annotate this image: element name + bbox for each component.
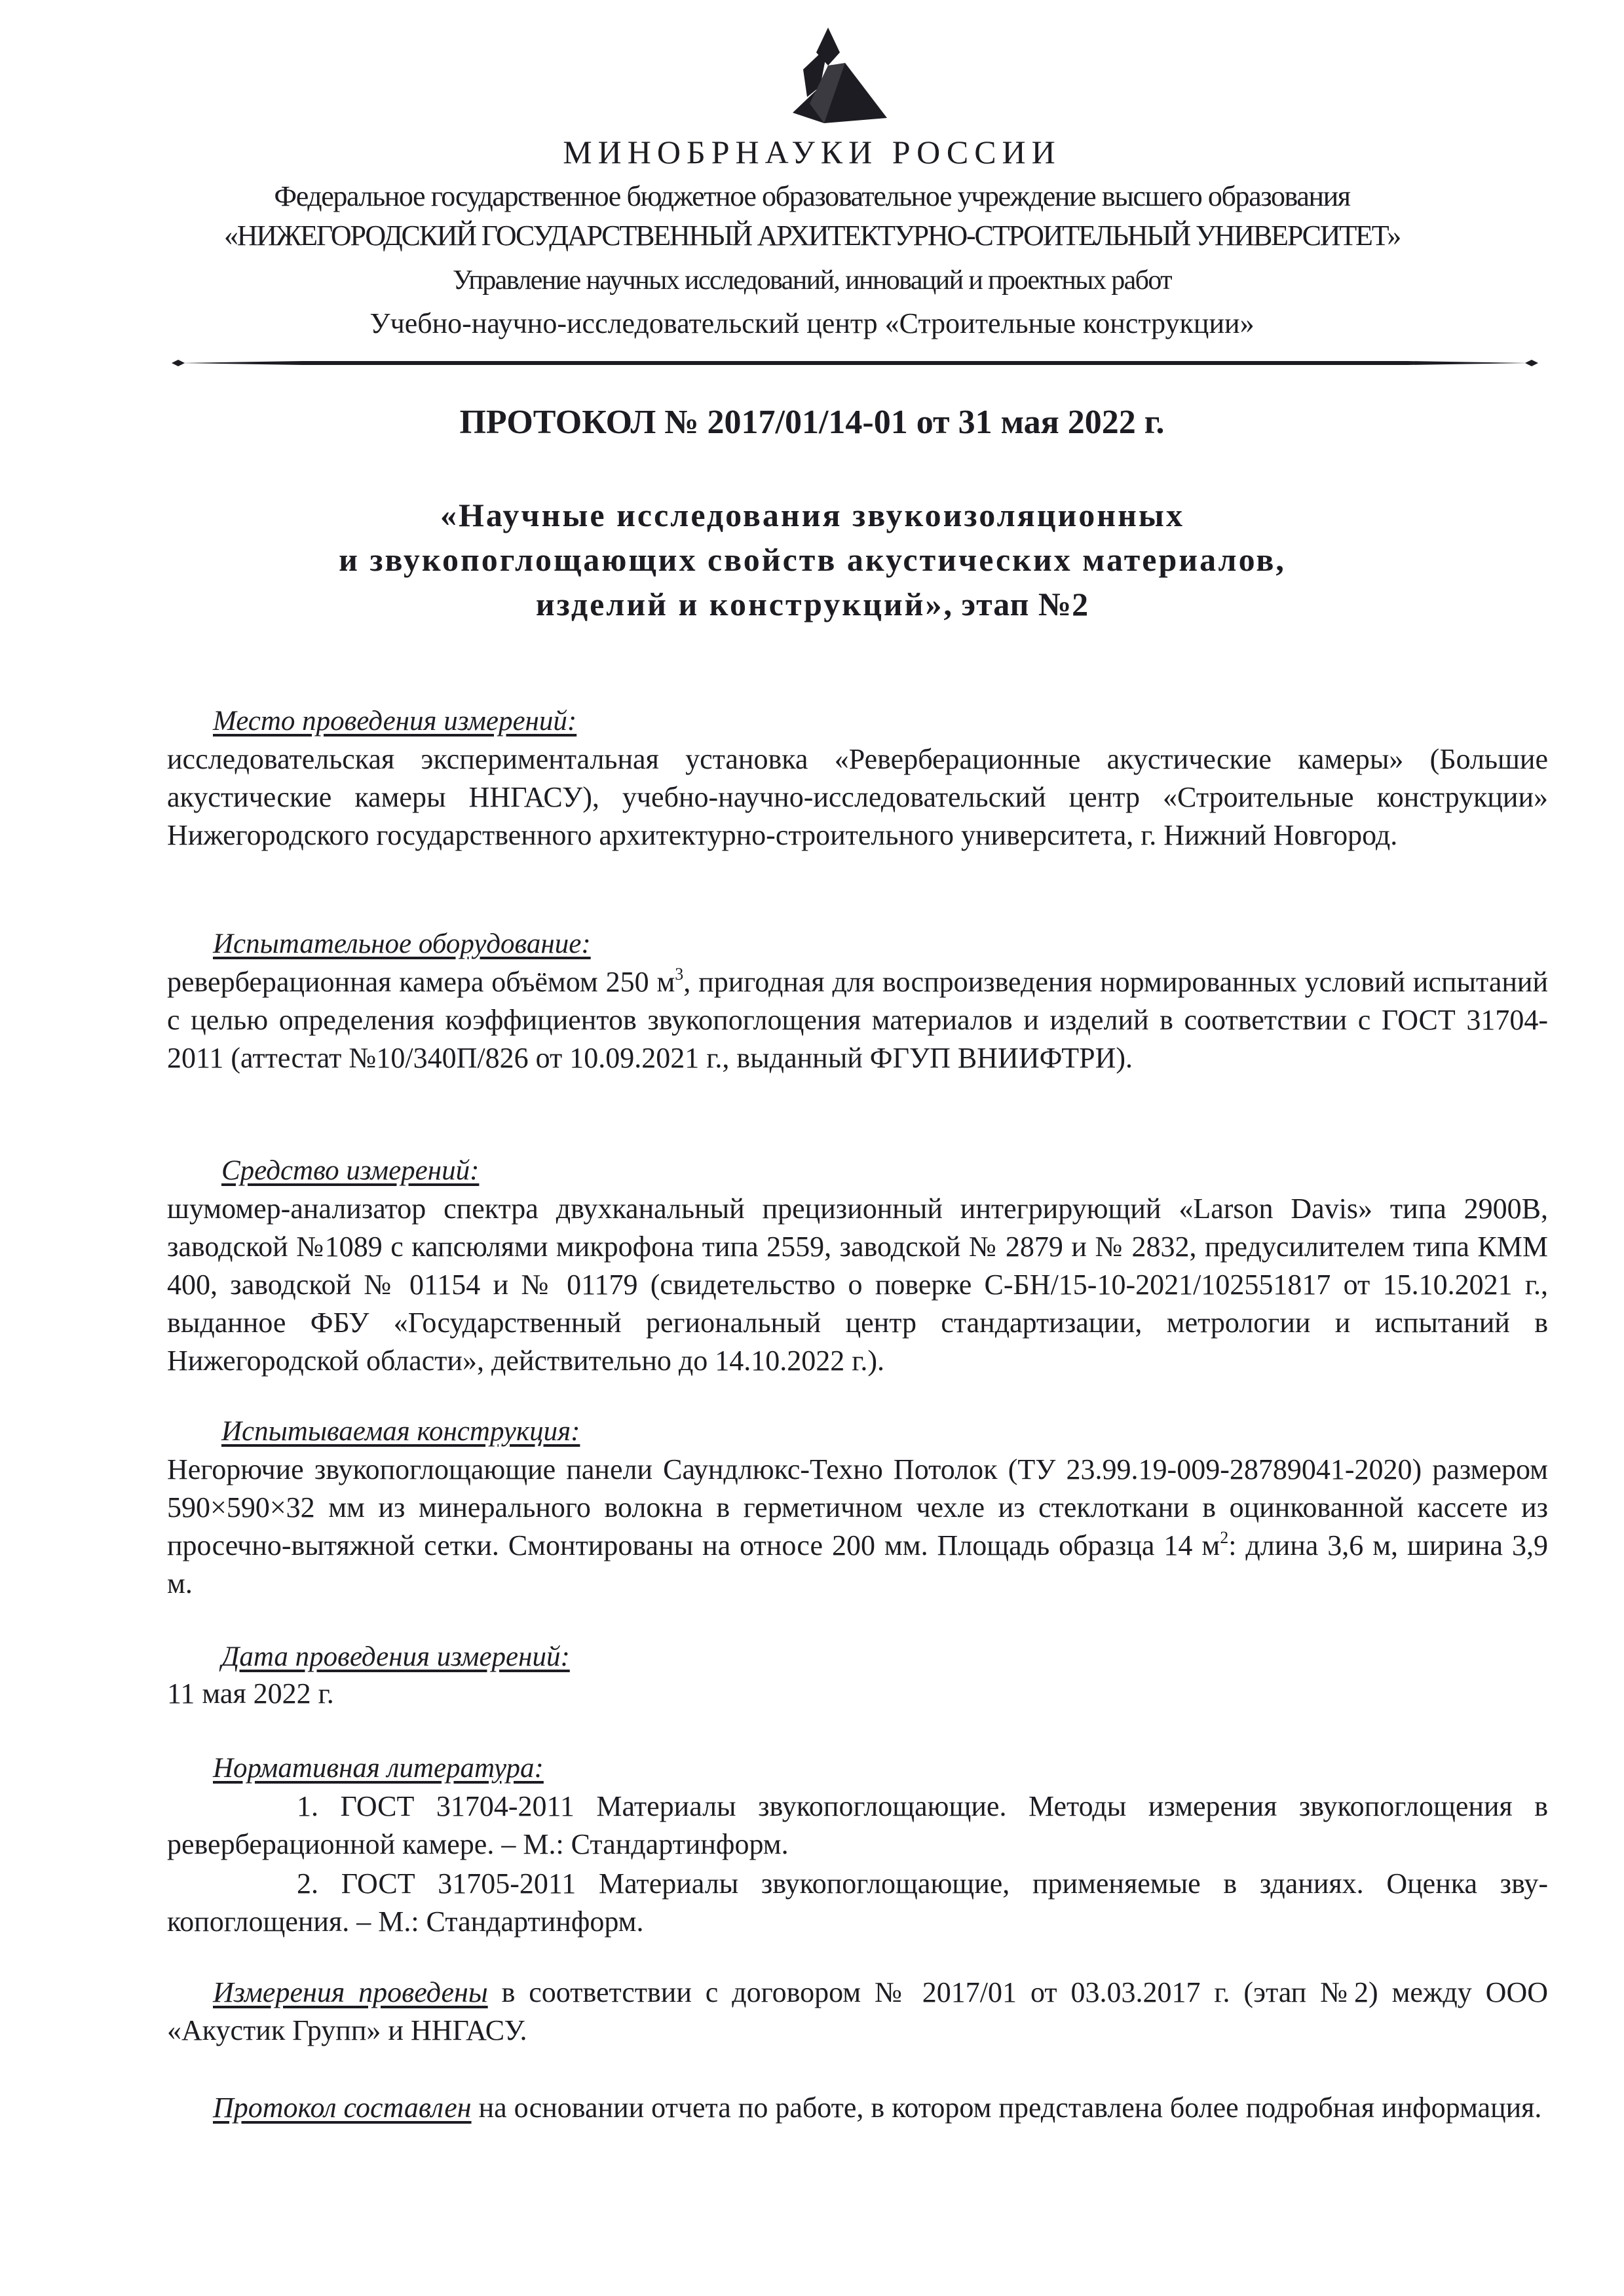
- section-heading-instrument: Средство измерений:: [221, 1155, 480, 1186]
- header-divider: [172, 358, 1538, 368]
- section-text-equipment: [167, 963, 1548, 1077]
- section-text-place: исследовательская экспериментальная установка «Реверберационные акустические камеры» (Большие акустические камеры ННГАСУ), учебно-научно-исследовательский центр «Строительные конструкции» Нижегородского государственного архитектурно-строительного университета, г. Нижний Новгород.: [167, 743, 1548, 851]
- subject-line-main: изделий и конструкций»: [535, 586, 944, 622]
- section-heading-specimen: Испытываемая конструкция:: [221, 1416, 580, 1447]
- institution-type: Федеральное государственное бюджетное образовательное учреждение высшего образования: [274, 180, 1350, 212]
- equipment-text: реверберационная камера объёмом 250 м: [167, 966, 675, 998]
- section-text-date: 11 мая 2022 г.: [167, 1677, 334, 1710]
- section-text-specimen: [167, 1451, 1548, 1603]
- section-heading-literature: Нормативная литература:: [213, 1753, 544, 1784]
- specimen-text: : длина 3,6 м, ширина 3,9 м.: [167, 1529, 1548, 1599]
- section-contract: [167, 1974, 1548, 2050]
- protocol-subject: [249, 493, 1376, 626]
- contract-text: в соответствии с договором № 2017/01 от 03.03.2017 г. (этап №2) между ООО «Акустик Групп» и ННГАСУ.: [167, 1976, 1548, 2046]
- literature-item: 1. ГОСТ 31704-2011 Материалы звукопоглощающие. Методы измерения звукопоглощения в реверберационной камере. – М.: Стандартинформ.: [167, 1790, 1548, 1860]
- contract-lead: Измерения проведены: [213, 1976, 488, 2008]
- superscript: 3: [675, 965, 684, 984]
- superscript: 2: [1220, 1528, 1229, 1547]
- equipment-text: , пригодная для воспроизведения нормированных условий испытаний с целью определения коэффициентов звукопоглощения материалов и изделий в соответствии с ГОСТ 31704-2011 (аттестат №10/340П/826 от 10.09.2021 г., выданный ФГУП ВНИИФТРИ).: [167, 966, 1548, 1074]
- specimen-text: Негорючие звукопоглощающие панели Саундлюкс-Техно Потолок (ТУ 23.99.19-009-28789041-2020) размером 590×590×32 мм из минерального волокна в герметичном чехле из стеклоткани в оцинкованной кассете из просечно-вытяжной сетки. Смонтированы на относе 200 мм. Площадь образца 14 м: [167, 1453, 1548, 1561]
- ministry-name: МИНОБРНАУКИ РОССИИ: [563, 134, 1061, 170]
- university-name: «НИЖЕГОРОДСКИЙ ГОСУДАРСТВЕННЫЙ АРХИТЕКТУРНО-СТРОИТЕЛЬНЫЙ УНИВЕРСИТЕТ»: [223, 220, 1401, 252]
- center-name: Учебно-научно-исследовательский центр «Строительные конструкции»: [369, 307, 1255, 339]
- section-heading-equipment: Испытательное оборудование:: [213, 928, 591, 959]
- literature-item: 2. ГОСТ 31705-2011 Материалы звукопоглощающие, применяемые в зданиях. Оценка звукопоглощения. – М.: Стандартинформ.: [167, 1867, 1548, 1938]
- section-heading-place: Место проведения измерений:: [213, 706, 577, 737]
- subject-line: «Научные исследования звукоизоляционных: [440, 497, 1184, 533]
- section-report: [167, 2089, 1548, 2127]
- department-name: Управление научных исследований, инноваций и проектных работ: [452, 265, 1172, 296]
- section-heading-date: Дата проведения измерений:: [221, 1641, 570, 1672]
- protocol-title: ПРОТОКОЛ № 2017/01/14-01 от 31 мая 2022 г.: [459, 404, 1165, 441]
- section-text-instrument: шумомер-анализатор спектра двухканальный прецизионный интегрирующий «Larson Davis» типа 2900B, заводской №1089 с капсюлями микрофона типа 2559, заводской № 2879 и № 2832, предусилителем типа КММ 400, заводской № 01154 и № 01179 (свидетельство о поверке С-БН/15-10-2021/102551817 от 15.10.2021 г., выданное ФБУ «Государственный региональный центр стандартизации, метрологии и испытаний в Нижегородской области», действительно до 14.10.2022 г.).: [167, 1193, 1548, 1377]
- subject-line: и звукопоглощающих свойств акустических материалов,: [339, 541, 1286, 578]
- stage-label: , этап №2: [943, 586, 1089, 622]
- subject-line: [249, 582, 1376, 626]
- report-lead: Протокол составлен: [213, 2092, 472, 2124]
- university-emblem-icon: [747, 26, 924, 138]
- report-text: на основании отчета по работе, в котором представлена более подробная информация.: [471, 2092, 1542, 2124]
